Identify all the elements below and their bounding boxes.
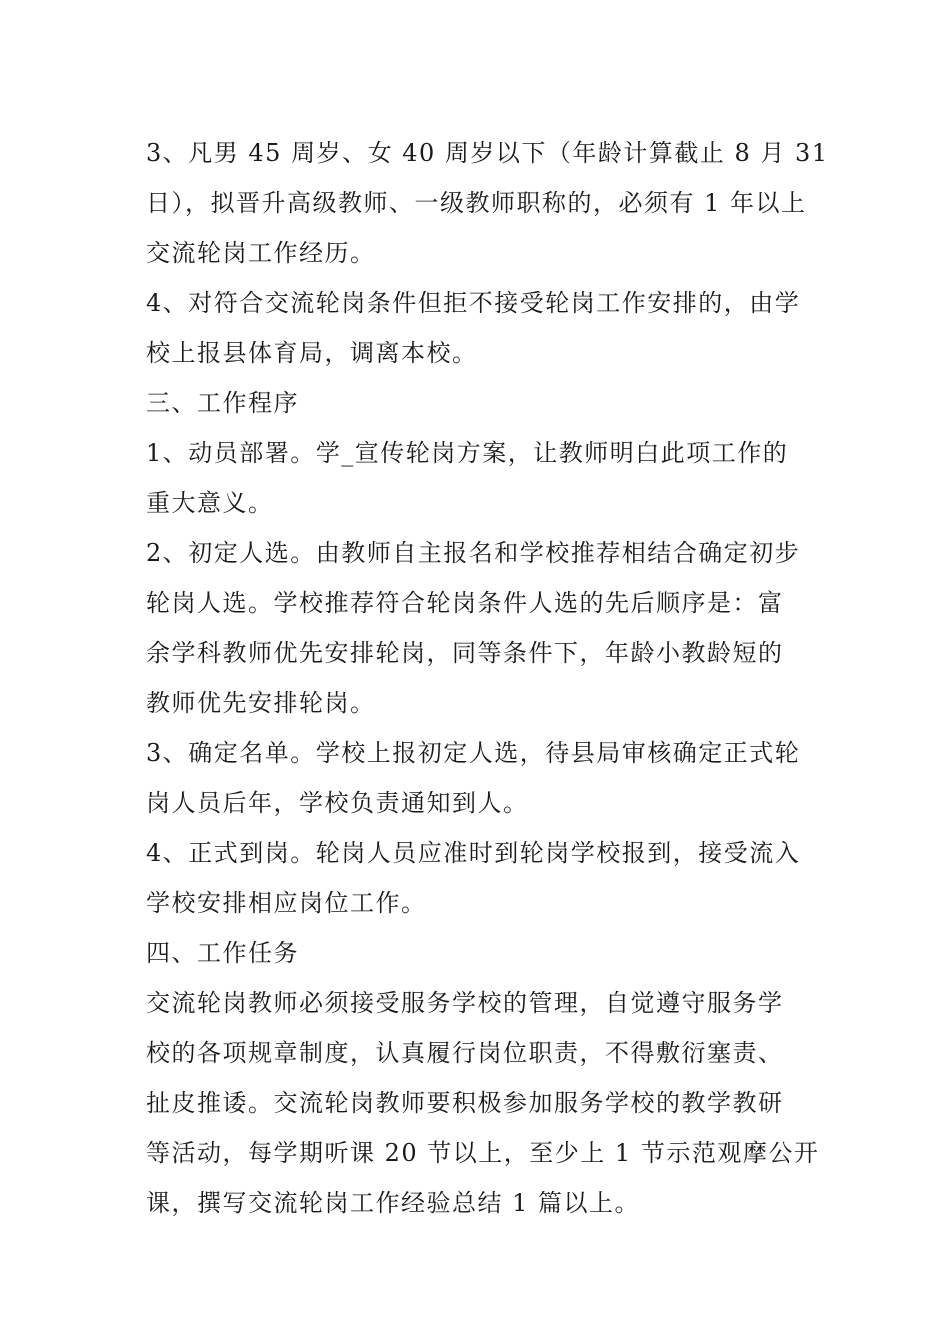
text-line: 余学科教师优先安排轮岗，同等条件下，年龄小教龄短的 (146, 639, 784, 667)
text-line: 3、确定名单。学校上报初定人选，待县局审核确定正式轮 (146, 739, 801, 767)
text-line: 校上报县体育局，调离本校。 (146, 339, 478, 367)
text-line: 4、正式到岗。轮岗人员应准时到轮岗学校报到，接受流入 (146, 839, 801, 867)
section-heading: 三、工作程序 (146, 389, 299, 417)
text-line: 4、对符合交流轮岗条件但拒不接受轮岗工作安排的，由学 (146, 289, 801, 317)
section-heading: 四、工作任务 (146, 939, 299, 967)
text-line: 重大意义。 (146, 489, 274, 517)
text-line: 校的各项规章制度，认真履行岗位职责，不得敷衍塞责、 (146, 1039, 784, 1067)
text-line: 3、凡男 45 周岁、女 40 周岁以下（年龄计算截止 8 月 31 (146, 139, 829, 167)
text-line: 扯皮推诿。交流轮岗教师要积极参加服务学校的教学教研 (146, 1089, 784, 1117)
text-line: 交流轮岗工作经历。 (146, 239, 376, 267)
text-line: 课，撰写交流轮岗工作经验总结 1 篇以上。 (146, 1189, 641, 1217)
text-line: 日），拟晋升高级教师、一级教师职称的，必须有 1 年以上 (146, 189, 807, 217)
text-line: 岗人员后年，学校负责通知到人。 (146, 789, 529, 817)
text-line: 教师优先安排轮岗。 (146, 689, 376, 717)
text-line: 等活动，每学期听课 20 节以上，至少上 1 节示范观摩公开 (146, 1139, 820, 1167)
text-line: 2、初定人选。由教师自主报名和学校推荐相结合确定初步 (146, 539, 801, 567)
document-body (146, 128, 829, 1228)
text-line: 1、动员部署。学_宣传轮岗方案，让教师明白此项工作的 (146, 439, 789, 467)
text-line: 学校安排相应岗位工作。 (146, 889, 427, 917)
text-line: 轮岗人选。学校推荐符合轮岗条件人选的先后顺序是：富 (146, 589, 784, 617)
text-line: 交流轮岗教师必须接受服务学校的管理，自觉遵守服务学 (146, 989, 784, 1017)
